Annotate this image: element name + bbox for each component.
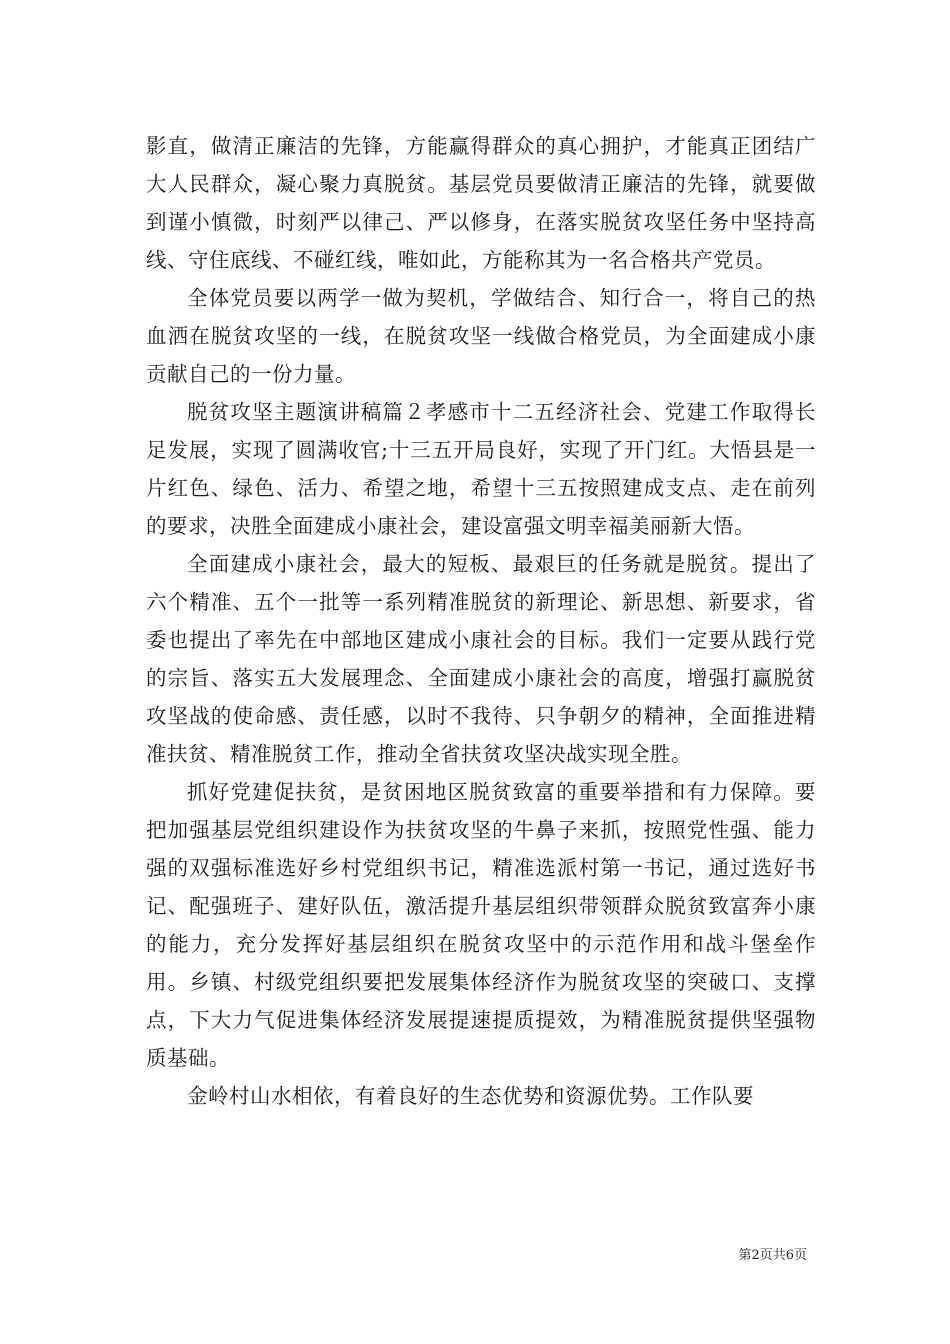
paragraph-5: 抓好党建促扶贫，是贫困地区脱贫致富的重要举措和有力保障。要把加强基层党组织建设作为扶贫攻坚的牛鼻子来抓，按照党性强、能力强的双强标准选好乡村党组织书记，精准选派村第一书记，通过选好书记、配强班子、建好队伍，激活提升基层组织带领群众脱贫致富奔小康的能力，充分发挥好基层组织在脱贫攻坚中的示范作用和战斗堡垒作用。乡镇、村级党组织要把发展集体经济作为脱贫攻坚的突破口、支撑点，下大力气促进集体经济发展提速提质提效，为精准脱贫提供坚强物质基础。 [146, 780, 816, 1070]
document-body [146, 127, 816, 1115]
paragraph-1: 影直，做清正廉洁的先锋，方能赢得群众的真心拥护，才能真正团结广大人民群众，凝心聚力真脱贫。基层党员要做清正廉洁的先锋，就要做到谨小慎微，时刻严以律己、严以修身，在落实脱贫攻坚任务中坚持高线、守住底线、不碰红线，唯如此，方能称其为一名合格共产党员。 [146, 134, 816, 272]
paragraph-3: 脱贫攻坚主题演讲稿篇２孝感市十二五经济社会、党建工作取得长足发展，实现了圆满收官;十三五开局良好，实现了开门红。大悟县是一片红色、绿色、活力、希望之地，希望十三五按照建成支点、走在前列的要求，决胜全面建成小康社会，建设富强文明幸福美丽新大悟。 [146, 400, 816, 538]
page-number-footer: 第2页共6页 [738, 1248, 807, 1263]
paragraph-2: 全体党员要以两学一做为契机，学做结合、知行合一，将自己的热血洒在脱贫攻坚的一线，在脱贫攻坚一线做合格党员，为全面建成小康贡献自己的一份力量。 [146, 286, 816, 386]
paragraph-4: 全面建成小康社会，最大的短板、最艰巨的任务就是脱贫。提出了六个精准、五个一批等一系列精准脱贫的新理论、新思想、新要求，省委也提出了率先在中部地区建成小康社会的目标。我们一定要从践行党的宗旨、落实五大发展理念、全面建成小康社会的高度，增强打赢脱贫攻坚战的使命感、责任感，以时不我待、只争朝夕的精神，全面推进精准扶贫、精准脱贫工作，推动全省扶贫攻坚决战实现全胜。 [146, 552, 816, 766]
paragraph-6: 金岭村山水相依，有着良好的生态优势和资源优势。工作队要 [187, 1084, 754, 1108]
